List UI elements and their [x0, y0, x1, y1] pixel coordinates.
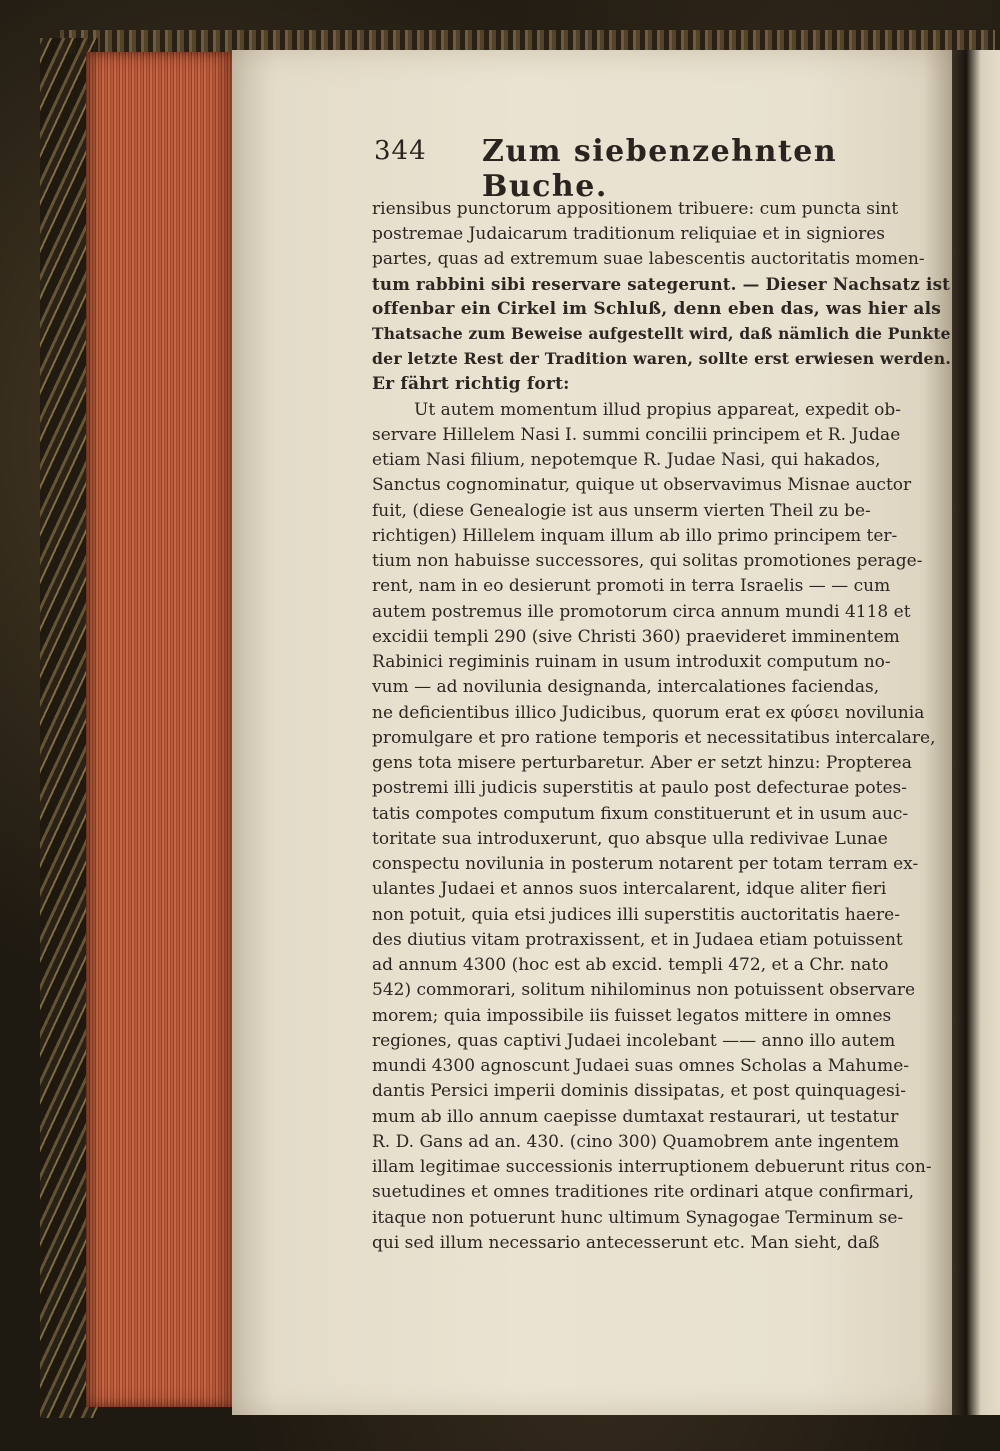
text-line: excidii templi 290 (sive Christi 360) praevideret imminentem [372, 627, 900, 647]
text-line: richtigen) Hillelem inquam illum ab illo primo principem ter- [372, 526, 898, 546]
text-line: etiam Nasi filium, nepotemque R. Judae Nasi, qui hakados, [372, 450, 881, 470]
text-line: ne deficientibus illico Judicibus, quorum erat ex φύσει novilunia [372, 703, 925, 723]
text-line: rent, nam in eo desierunt promoti in terra Israelis — — cum [372, 576, 891, 596]
text-line: fuit, (diese Genealogie ist aus unserm vierten Theil zu be- [372, 501, 871, 521]
text-line: tatis compotes computum fixum constituerunt et in usum auc- [372, 804, 909, 824]
text-line: regiones, quas captivi Judaei incolebant —— anno illo autem [372, 1031, 896, 1051]
book-gutter [952, 50, 1000, 1415]
text-line: Sanctus cognominatur, quique ut observavimus Misnae auctor [372, 475, 912, 495]
text-line: mum ab illo annum caepisse dumtaxat restaurari, ut testatur [372, 1107, 899, 1127]
text-line: conspectu novilunia in posterum notarent per totam terram ex- [372, 854, 919, 874]
text-line: suetudines et omnes traditiones rite ordinari atque confirmari, [372, 1182, 915, 1202]
text-line: ulantes Judaei et annos suos intercalarent, idque aliter fieri [372, 879, 887, 899]
running-title: Zum siebenzehnten Buche. [482, 134, 838, 204]
text-line: postremi illi judicis superstitis at paulo post defecturae potes- [372, 778, 908, 798]
text-line: postremae Judaicarum traditionum reliquiae et in signiores [372, 224, 885, 244]
text-line: 542) commorari, solitum nihilominus non potuissent observare [372, 980, 916, 1000]
text-line: ad annum 4300 (hoc est ab excid. templi 472, et a Chr. nato [372, 955, 889, 975]
text-line: qui sed illum necessario antecesserunt etc. Man sieht, daß [372, 1233, 880, 1253]
text-line: riensibus punctorum appositionem tribuere: cum puncta sint [372, 199, 899, 219]
text-line: des diutius vitam protraxissent, et in Judaea etiam potuissent [372, 930, 903, 950]
text-line: dantis Persici imperii dominis dissipatas, et post quinquagesi- [372, 1081, 906, 1101]
text-line: autem postremus ille promotorum circa annum mundi 4118 et [372, 602, 911, 622]
text-line: Er fährt richtig fort: [372, 374, 570, 394]
page-number: 344 [374, 136, 427, 166]
text-line: morem; quia impossibile iis fuisset legatos mittere in omnes [372, 1006, 892, 1026]
text-line: non potuit, quia etsi judices illi superstitis auctoritatis haere- [372, 905, 900, 925]
page-fore-edge [86, 52, 236, 1407]
text-line: illam legitimae successionis interruptionem debuerunt ritus con- [372, 1157, 932, 1177]
text-line: partes, quas ad extremum suae labescentis auctoritatis momen- [372, 249, 925, 269]
text-line: Ut autem momentum illud propius appareat, expedit ob- [414, 400, 902, 420]
text-line: tium non habuisse successores, qui solitas promotiones perage- [372, 551, 923, 571]
text-line: itaque non potuerunt hunc ultimum Synagogae Terminum se- [372, 1208, 904, 1228]
text-line: Rabinici regiminis ruinam in usum introduxit computum no- [372, 652, 891, 672]
text-line: offenbar ein Cirkel im Schluß, denn eben das, was hier als [372, 299, 942, 319]
text-line: promulgare et pro ratione temporis et necessitatibus intercalare, [372, 728, 936, 748]
text-line: tum rabbini sibi reservare sategerunt. — Dieser Nachsatz ist [372, 274, 951, 294]
text-line: vum — ad novilunia designanda, intercalationes faciendas, [372, 677, 880, 697]
page-header [374, 134, 934, 204]
text-line: servare Hillelem Nasi I. summi concilii principem et R. Judae [372, 425, 901, 445]
text-line: R. D. Gans ad an. 430. (cino 300) Quamobrem ante ingentem [372, 1132, 900, 1152]
text-line: Thatsache zum Beweise aufgestellt wird, daß nämlich die Punkte [372, 324, 951, 343]
text-line: der letzte Rest der Tradition waren, sollte erst erwiesen werden. [372, 349, 951, 368]
text-line: toritate sua introduxerunt, quo absque ulla redivivae Lunae [372, 829, 888, 849]
text-line: gens tota misere perturbaretur. Aber er setzt hinzu: Propterea [372, 753, 912, 773]
text-line: mundi 4300 agnoscunt Judaei suas omnes Scholas a Mahume- [372, 1056, 910, 1076]
